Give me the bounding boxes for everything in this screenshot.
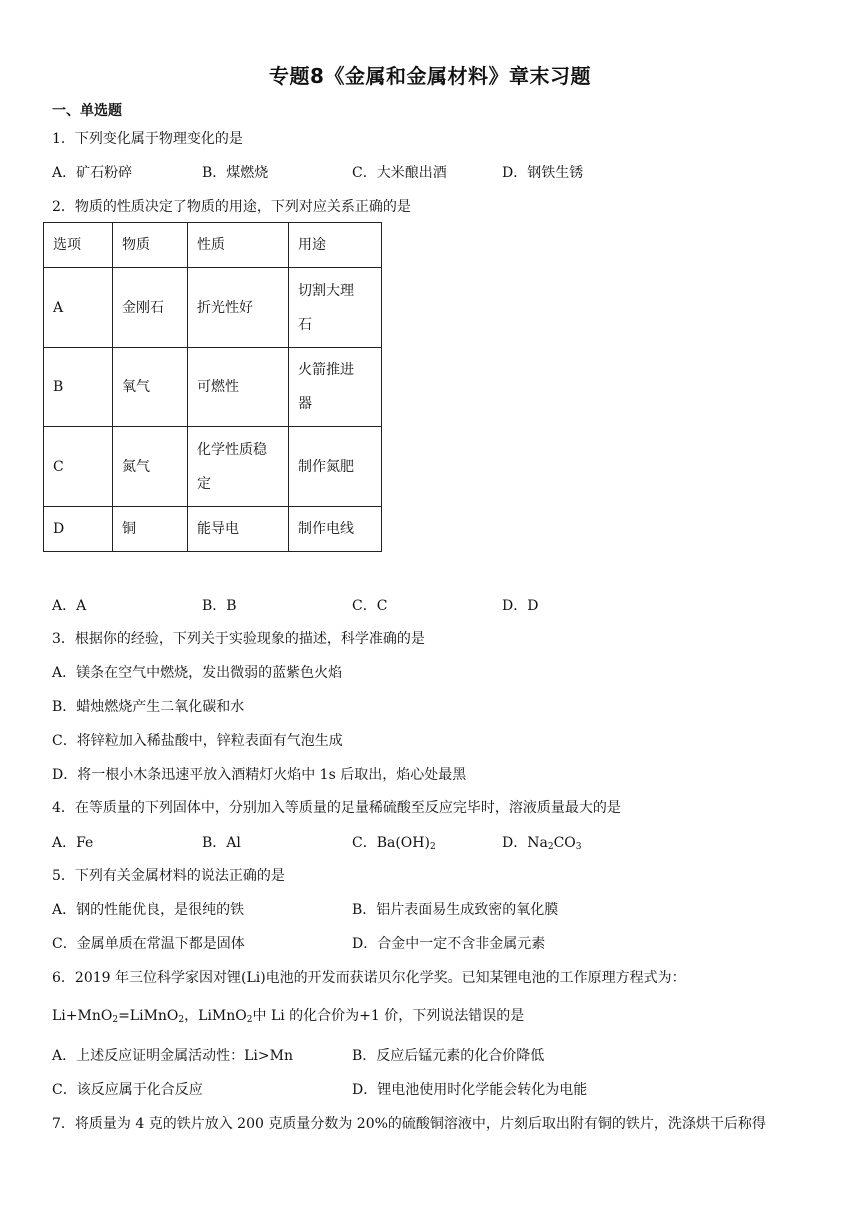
question-3-option-a: A．镁条在空气中燃烧，发出微弱的蓝紫色火焰 xyxy=(52,665,343,681)
table-row xyxy=(44,507,382,552)
table-header-cell: 物质 xyxy=(113,223,188,268)
table-cell-option: D xyxy=(44,507,113,552)
table-cell-use-line: 石 xyxy=(298,316,312,333)
table-cell-option: C xyxy=(44,427,113,507)
table-cell-use-line: 器 xyxy=(298,396,312,412)
formula-subscript: 3 xyxy=(575,842,582,852)
formula-text: C．Ba(OH) xyxy=(352,835,430,851)
table-header-cell: 选项 xyxy=(44,223,113,268)
question-3-option-d: D．将一根小木条迅速平放入酒精灯火焰中 1s 后取出，焰心处最黑 xyxy=(52,767,467,783)
equation-text: ，LiMnO xyxy=(184,1008,247,1024)
question-6-option-a: A．上述反应证明金属活动性：Li>Mn xyxy=(52,1048,293,1064)
table-cell-property: 可燃性 xyxy=(188,348,289,427)
table-cell-use: 制作电线 xyxy=(289,507,382,552)
table-row xyxy=(44,348,382,427)
question-6-option-d: D．锂电池使用时化学能会转化为电能 xyxy=(352,1082,588,1098)
question-3-option-c: C．将锌粒加入稀盐酸中，锌粒表面有气泡生成 xyxy=(52,733,343,749)
question-1-option-c: C．大米酿出酒 xyxy=(352,165,447,181)
question-1-stem: 1．下列变化属于物理变化的是 xyxy=(52,131,243,147)
table-cell-use: 制作氮肥 xyxy=(289,427,382,507)
question-1-option-a: A．矿石粉碎 xyxy=(52,165,133,181)
document-title: 专题8《金属和金属材料》章末习题 xyxy=(269,64,591,88)
question-2-stem: 2．物质的性质决定了物质的用途，下列对应关系正确的是 xyxy=(52,199,411,215)
question-3-option-b: B．蜡烛燃烧产生二氧化碳和水 xyxy=(52,699,245,715)
table-header-cell: 用途 xyxy=(289,223,382,268)
question-4-option-b: B．Al xyxy=(202,835,241,851)
equation-text: Li+MnO xyxy=(52,1008,113,1024)
question-4-option-c xyxy=(352,832,436,852)
table-cell-substance: 金刚石 xyxy=(113,268,188,348)
table-cell-substance: 氮气 xyxy=(113,427,188,507)
question-6-stem: 6．2019 年三位科学家因对锂(Li)电池的开发而获诺贝尔化学奖。已知某锂电池的工作原理方程式为： xyxy=(52,970,686,986)
equation-subscript: 2 xyxy=(112,1015,119,1025)
question-2-option-a: A．A xyxy=(52,598,87,614)
table-cell-property: 折光性好 xyxy=(188,268,289,348)
table-cell-use xyxy=(289,348,382,427)
formula-text: D．Na xyxy=(502,835,548,851)
question-2-table xyxy=(43,222,382,552)
equation-text: 中 Li 的化合价为+1 价，下列说法错误的是 xyxy=(252,1008,525,1024)
question-2-option-b: B．B xyxy=(202,598,237,614)
table-cell-property-line: 化学性质稳 xyxy=(197,441,267,458)
table-header-row xyxy=(44,223,382,268)
table-cell-property: 能导电 xyxy=(188,507,289,552)
question-2-option-c: C．C xyxy=(352,598,388,614)
equation-subscript: 2 xyxy=(178,1015,185,1025)
question-6-option-b: B．反应后锰元素的化合价降低 xyxy=(352,1048,545,1064)
question-1-option-d: D．钢铁生锈 xyxy=(502,165,584,181)
question-4-option-d xyxy=(502,832,582,852)
section-heading: 一、单选题 xyxy=(52,103,122,119)
table-header-cell: 性质 xyxy=(188,223,289,268)
table-cell-use-line: 火箭推进 xyxy=(298,362,354,378)
table-cell-substance: 氧气 xyxy=(113,348,188,427)
question-5-option-d: D．合金中一定不含非金属元素 xyxy=(352,936,546,952)
table-cell-use-line: 切割大理 xyxy=(298,282,354,299)
formula-text: CO xyxy=(553,835,576,851)
question-6-option-c: C．该反应属于化合反应 xyxy=(52,1082,203,1098)
formula-subscript: 2 xyxy=(429,842,436,852)
equation-subscript: 2 xyxy=(246,1015,253,1025)
formula-subscript: 2 xyxy=(547,842,554,852)
equation-text: =LiMnO xyxy=(118,1008,179,1024)
question-1-option-b: B．煤燃烧 xyxy=(202,165,269,181)
question-2-option-d: D．D xyxy=(502,598,539,614)
table-row xyxy=(44,427,382,507)
question-6-equation xyxy=(52,1005,524,1025)
question-5-option-b: B．铝片表面易生成致密的氧化膜 xyxy=(352,902,559,918)
question-3-stem: 3．根据你的经验，下列关于实验现象的描述，科学准确的是 xyxy=(52,631,425,647)
question-5-option-a: A．钢的性能优良，是很纯的铁 xyxy=(52,902,245,918)
question-7-stem: 7．将质量为 4 克的铁片放入 200 克质量分数为 20%的硫酸铜溶液中，片刻后取出附有铜的铁片，洗涤烘干后称得 xyxy=(52,1116,766,1132)
table-cell-option: A xyxy=(44,268,113,348)
table-cell-option: B xyxy=(44,348,113,427)
question-4-option-a: A．Fe xyxy=(52,835,94,851)
table-cell-substance: 铜 xyxy=(113,507,188,552)
question-4-stem: 4．在等质量的下列固体中，分别加入等质量的足量稀硫酸至反应完毕时，溶液质量最大的是 xyxy=(52,800,621,816)
question-5-stem: 5．下列有关金属材料的说法正确的是 xyxy=(52,868,285,884)
table-row xyxy=(44,268,382,348)
table-cell-use xyxy=(289,268,382,348)
question-5-option-c: C．金属单质在常温下都是固体 xyxy=(52,936,245,952)
table-cell-property xyxy=(188,427,289,507)
table-cell-property-line: 定 xyxy=(197,475,211,492)
